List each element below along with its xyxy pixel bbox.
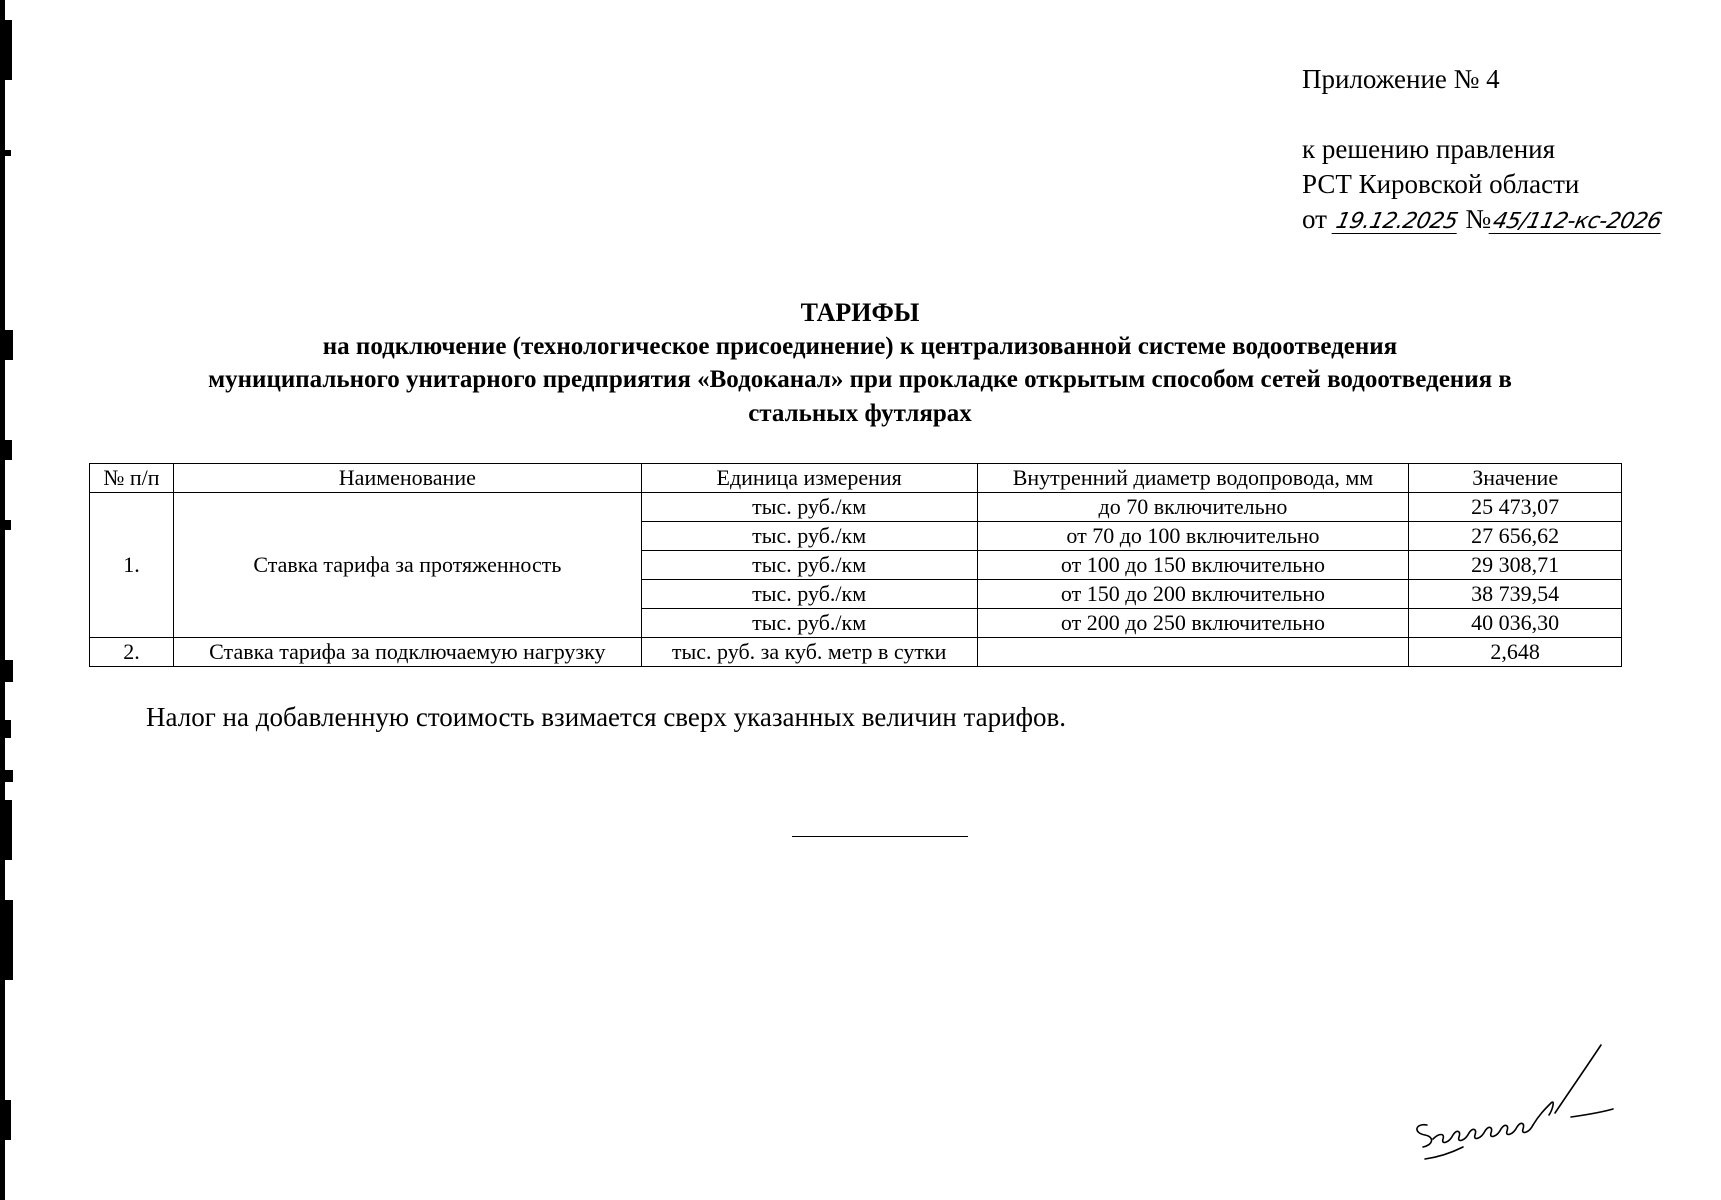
header-diameter: Внутренний диаметр водопровода, мм <box>977 464 1409 493</box>
cell-value: 40 036,30 <box>1409 609 1622 638</box>
title-line-3: стальных футлярах <box>748 400 972 427</box>
table-header-row <box>90 464 1622 493</box>
cell-value: 29 308,71 <box>1409 551 1622 580</box>
row-name: Ставка тарифа за протяженность <box>173 493 641 638</box>
cell-value: 2,648 <box>1409 638 1622 667</box>
header-unit: Единица измерения <box>641 464 977 493</box>
header-value: Значение <box>1409 464 1622 493</box>
appendix-number: Приложение № 4 <box>1302 64 1500 94</box>
cell-diameter: до 70 включительно <box>977 493 1409 522</box>
handwritten-number: 45/112-кс-2026 <box>1490 209 1664 234</box>
vat-note: Налог на добавленную стоимость взимается сверх указанных величин тарифов. <box>146 702 1067 732</box>
cell-value: 25 473,07 <box>1409 493 1622 522</box>
header-name: Наименование <box>173 464 641 493</box>
scan-edge-marks <box>0 0 14 1200</box>
decision-date-line <box>1302 202 1663 237</box>
table-row <box>90 493 1622 522</box>
cell-unit: тыс. руб. за куб. метр в сутки <box>641 638 977 667</box>
cell-unit: тыс. руб./км <box>641 493 977 522</box>
cell-diameter: от 70 до 100 включительно <box>977 522 1409 551</box>
row-name: Ставка тарифа за подключаемую нагрузку <box>173 638 641 667</box>
row-number: 1. <box>90 493 174 638</box>
tariff-table <box>89 463 1622 667</box>
cell-diameter: от 100 до 150 включительно <box>977 551 1409 580</box>
handwritten-date: 19.12.2025 <box>1333 209 1460 234</box>
cell-diameter: от 200 до 250 включительно <box>977 609 1409 638</box>
handwritten-signature <box>1405 1035 1665 1185</box>
title-line-2: муниципального унитарного предприятия «Водоканал» при прокладке открытым способом сетей водоотведения в <box>208 366 1512 393</box>
cell-value: 27 656,62 <box>1409 522 1622 551</box>
decision-line-2: РСТ Кировской области <box>1302 169 1580 199</box>
end-divider <box>792 836 968 837</box>
cell-diameter <box>977 638 1409 667</box>
decision-line-1: к решению правления <box>1302 134 1556 164</box>
appendix-header <box>1302 62 1663 237</box>
cell-unit: тыс. руб./км <box>641 522 977 551</box>
date-prefix: от <box>1302 204 1327 234</box>
cell-diameter: от 150 до 200 включительно <box>977 580 1409 609</box>
row-number: 2. <box>90 638 174 667</box>
table-row <box>90 638 1622 667</box>
title-line-1: на подключение (технологическое присоединение) к централизованной системе водоотведения <box>322 333 1398 360</box>
cell-unit: тыс. руб./км <box>641 609 977 638</box>
header-number: № п/п <box>90 464 174 493</box>
cell-unit: тыс. руб./км <box>641 551 977 580</box>
cell-unit: тыс. руб./км <box>641 580 977 609</box>
cell-value: 38 739,54 <box>1409 580 1622 609</box>
document-title: ТАРИФЫ <box>800 298 920 327</box>
number-prefix: № <box>1465 204 1492 234</box>
